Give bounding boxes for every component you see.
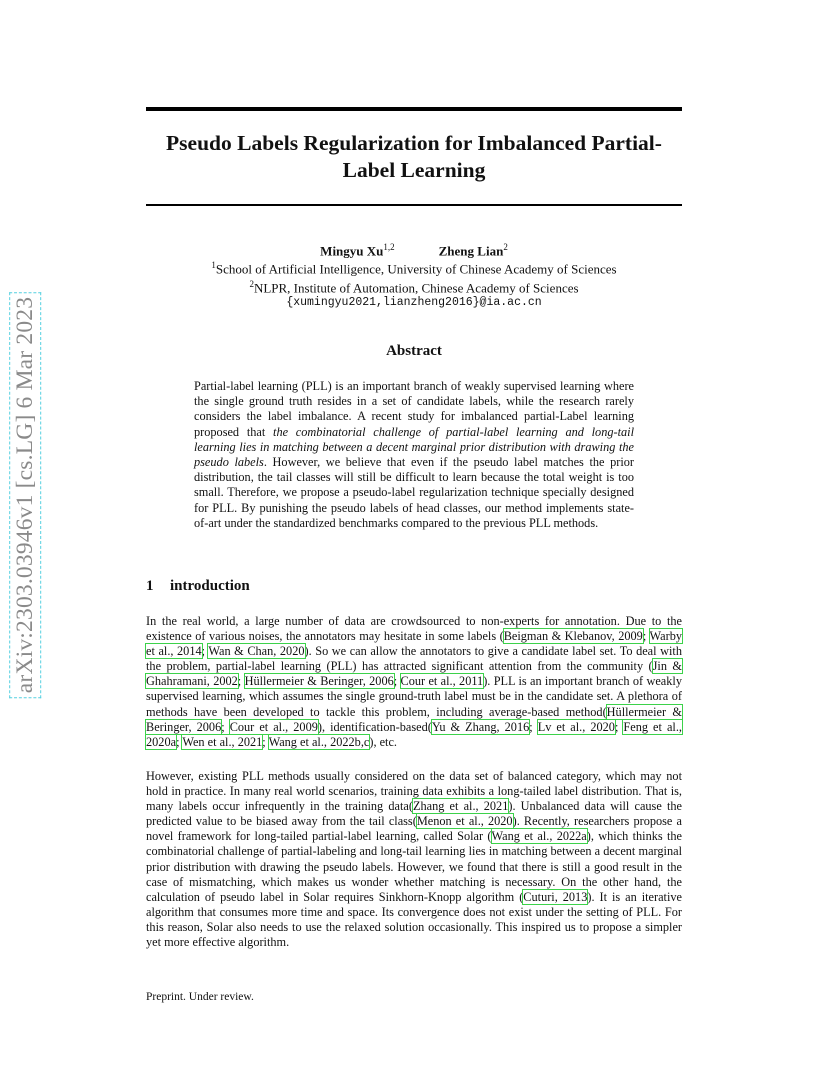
author-name: Zheng Lian xyxy=(438,243,504,259)
paragraph: However, existing PLL methods usually considered on the data set of balanced category, which may not hold in practice. In many real world scenarios, training data exhibits a long-tailed label distribution. That is, many labels occur infrequently in the training data(Zhang et al., 2021). Unbalanced data will cause the predicted value to be biased away from the tail class(Menon et al., 2020). Recently, researchers propose a novel framework for long-tailed partial-label learning, called Solar (Wang et al., 2022a), which thinks the combinatorial challenge of partial-labeling and long-tail learning lies in matching between a decent marginal prior distribution with drawing the pseudo labels. However, we found that there is still a good result in the case of mismatching, which makes us wonder whether matching is necessary. On the other hand, the calculation of pseudo label in Solar requires Sinkhorn-Knopp algorithm (Cuturi, 2013). It is an iterative algorithm that consumes more time and space. Its convergence does not exist under the setting of PLL. For this reason, Solar also needs to use the relaxed solution occasionally. This inspired us to propose a simpler yet more effective algorithm. xyxy=(146,769,682,950)
citation-link[interactable]: Hüllermeier & Beringer, 2006 xyxy=(146,704,682,734)
citation-link[interactable]: Wang et al., 2022a xyxy=(491,829,587,844)
abstract-italic: the combinatorial challenge of partial-label learning and long-tail learning lies in matching between a decent marginal prior distribution with drawing the pseudo labels xyxy=(194,424,634,470)
arxiv-identifier[interactable] xyxy=(6,262,44,728)
citation-link[interactable]: Cour et al., 2009 xyxy=(229,719,318,734)
citation-link[interactable]: Jin & Ghahramani, 2002 xyxy=(146,659,682,689)
citation-link[interactable]: Cour et al., 2011 xyxy=(400,674,484,689)
citation-link[interactable]: Wan & Chan, 2020 xyxy=(208,644,305,659)
citation-link[interactable]: Lv et al., 2020 xyxy=(537,719,615,734)
author-name: Mingyu Xu xyxy=(320,243,384,259)
author-block xyxy=(146,240,682,310)
paragraph: In the real world, a large number of data are crowdsourced to non-experts for annotation. Due to the existence of various noises, the annotators may hesitate in some labels (Beigman & Klebanov, 2009; Warby et al., 2014; Wan & Chan, 2020). So we can allow the annotators to give a candidate label set. To deal with the problem, partial-label learning (PLL) has attracted significant attention from the community (Jin & Ghahramani, 2002; Hüllermeier & Beringer, 2006; Cour et al., 2011). PLL is an important branch of weakly supervised learning, which assumes the single ground-truth label must be in the candidate set. A plethora of methods have been developed to tackle this problem, including average-based method(Hüllermeier & Beringer, 2006; Cour et al., 2009), identification-based(Yu & Zhang, 2016; Lv et al., 2020; Feng et al., 2020a; Wen et al., 2021; Wang et al., 2022b,c), etc. xyxy=(146,614,682,749)
citation-link[interactable]: Yu & Zhang, 2016 xyxy=(431,719,530,734)
citation-link[interactable]: Feng et al., 2020a xyxy=(146,719,682,749)
citation-link[interactable]: Wang et al., 2022b,c xyxy=(268,734,370,749)
author-affiliation-marker: 2 xyxy=(503,242,508,252)
author-email: {xumingyu2021,lianzheng2016}@ia.ac.cn xyxy=(286,295,542,309)
page-footer: Preprint. Under review. xyxy=(146,991,254,1003)
citation-link[interactable]: Cuturi, 2013 xyxy=(523,889,588,904)
arxiv-identifier-text: arXiv:2303.03946v1 [cs.LG] 6 Mar 2023 xyxy=(9,292,41,698)
paper-title: Pseudo Labels Regularization for Imbalanced Partial-Label Learning xyxy=(166,131,662,182)
title-rule-top xyxy=(146,107,682,111)
title-rule-bottom xyxy=(146,204,682,206)
section-number: 1 xyxy=(146,578,154,594)
citation-link[interactable]: Zhang et al., 2021 xyxy=(412,799,509,814)
citation-link[interactable]: Hüllermeier & Beringer, 2006 xyxy=(244,674,394,689)
abstract-body: Partial-label learning (PLL) is an important branch of weakly supervised learning where the single ground truth resides in a set of candidate labels, while the research rarely considers the label imbalance. A recent study for imbalanced partial-Label learning proposed that the combinatorial challenge of partial-label learning and long-tail learning lies in matching between a decent marginal prior distribution with drawing the pseudo labels. However, we believe that even if the pseudo label matches the prior distribution, the tail classes will still be difficult to learn because the total weight is too small. Therefore, we propose a pseudo-label regularization technique specially designed for PLL. By punishing the pseudo labels of head classes, our method implements state-of-art under the standardized benchmarks compared to the previous PLL methods. xyxy=(194,379,634,530)
section-heading xyxy=(146,578,250,595)
citation-link[interactable]: Beigman & Klebanov, 2009 xyxy=(503,629,643,644)
author-names xyxy=(146,240,682,258)
abstract-heading: Abstract xyxy=(386,343,442,359)
affiliation-line: $^1$School of Artificial Intelligence, University of Chinese Academy of Sciences xyxy=(211,260,617,277)
citation-link[interactable]: Menon et al., 2020 xyxy=(416,814,513,829)
citation-link[interactable]: Warby et al., 2014 xyxy=(146,629,682,659)
section-title: introduction xyxy=(170,578,250,594)
author-affiliation-marker: 1,2 xyxy=(383,242,395,252)
citation-link[interactable]: Wen et al., 2021 xyxy=(182,734,263,749)
affiliation-line: $^2$NLPR, Institute of Automation, Chinese Academy of Sciences xyxy=(249,278,579,295)
